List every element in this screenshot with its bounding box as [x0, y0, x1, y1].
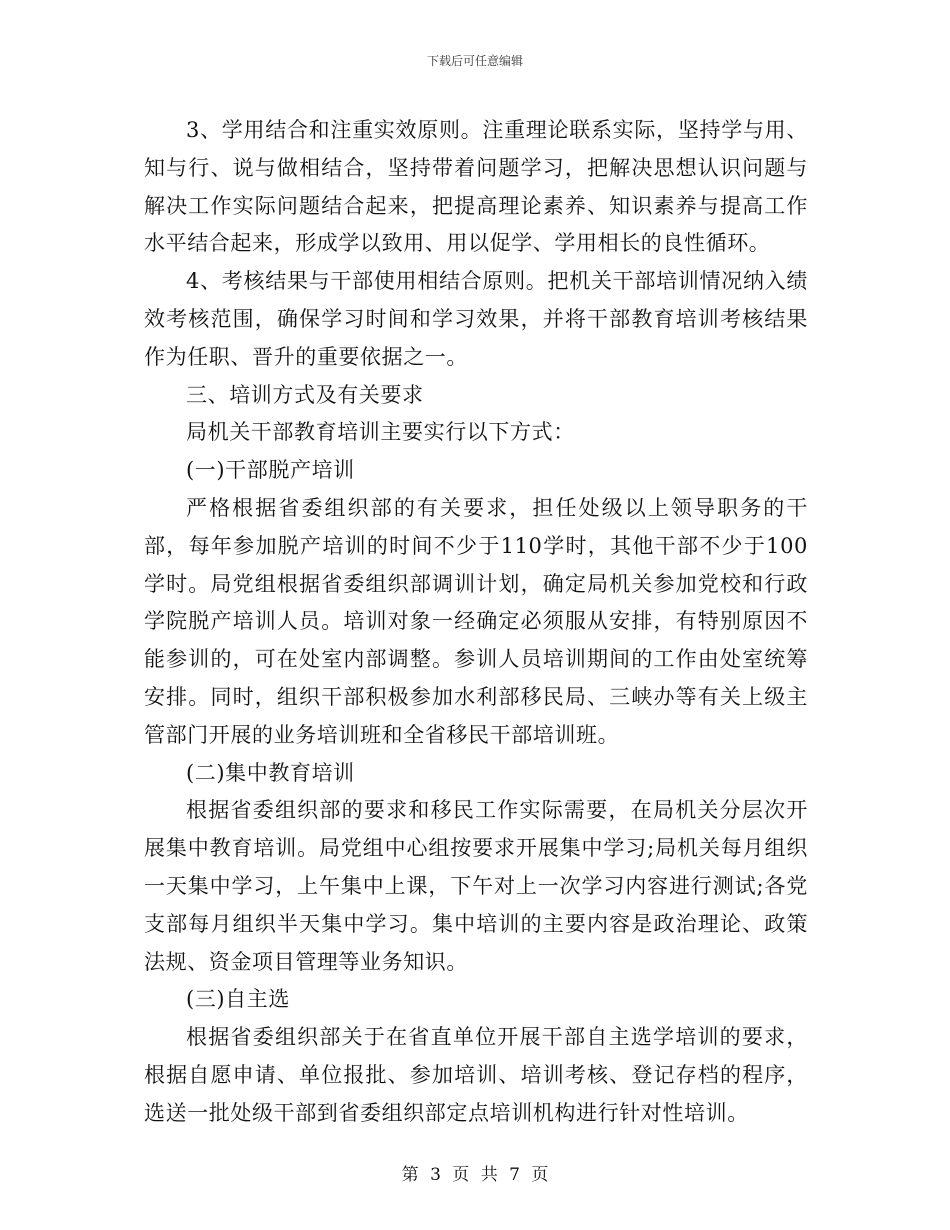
- page-header: 下载后可任意编辑: [426, 54, 523, 68]
- paragraph: 根据省委组织部关于在省直单位开展干部自主选学培训的要求，根据自愿申请、单位报批、参加培训、培训考核、登记存档的程序，选送一批处级干部到省委组织部定点培训机构进行针对性培训。: [144, 1025, 808, 1125]
- paragraph: 局机关干部教育培训主要实行以下方式：: [186, 420, 575, 445]
- document-body: [144, 112, 808, 1133]
- paragraph: 根据省委组织部的要求和移民工作实际需要，在局机关分层次开展集中教育培训。局党组中心组按要求开展集中学习;局机关每月组织一天集中学习，上午集中上课，下午对上一次学习内容进行测试;各党支部每月组织半天集中学习。集中培训的主要内容是政治理论、政策法规、资金项目管理等业务知识。: [144, 798, 808, 974]
- subsection-heading: (三)自主选: [186, 987, 290, 1012]
- paragraph: 3、学用结合和注重实效原则。注重理论联系实际，坚持学与用、知与行、说与做相结合，坚持带着问题学习，把解决思想认识问题与解决工作实际问题结合起来，把提高理论素养、知识素养与提高工作水平结合起来，形成学以致用、用以促学、学用相长的良性循环。: [144, 118, 808, 256]
- section-heading: 三、培训方式及有关要求: [186, 382, 424, 407]
- subsection-heading: (一)干部脱产培训: [186, 458, 355, 483]
- paragraph: 4、考核结果与干部使用相结合原则。把机关干部培训情况纳入绩效考核范围，确保学习时间和学习效果，并将干部教育培训考核结果作为任职、晋升的重要依据之一。: [144, 269, 808, 369]
- subsection-heading: (二)集中教育培训: [186, 760, 355, 785]
- page-number-footer: 第 3 页 共 7 页: [401, 1165, 549, 1185]
- paragraph: 严格根据省委组织部的有关要求，担任处级以上领导职务的干部，每年参加脱产培训的时间不少于110学时，其他干部不少于100学时。局党组根据省委组织部调训计划，确定局机关参加党校和行政学院脱产培训人员。培训对象一经确定必须服从安排，有特别原因不能参训的，可在处室内部调整。参训人员培训期间的工作由处室统筹安排。同时，组织干部积极参加水利部移民局、三峡办等有关上级主管部门开展的业务培训班和全省移民干部培训班。: [144, 495, 808, 747]
